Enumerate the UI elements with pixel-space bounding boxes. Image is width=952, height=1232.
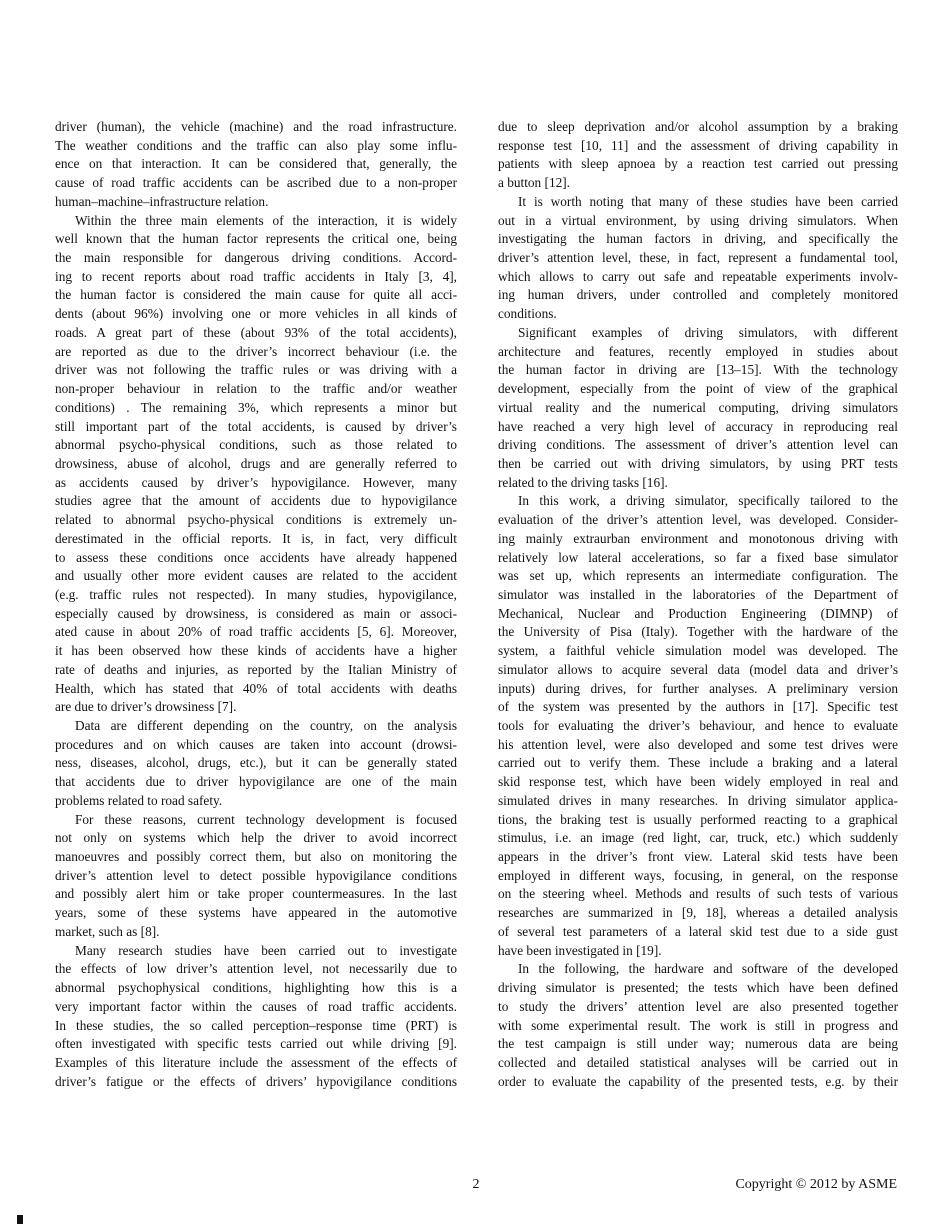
text-line: carried out to verify them. These include a braking and a lateral bbox=[498, 755, 898, 771]
text-line: out in a virtual environment, by using driving simulators. When bbox=[498, 212, 898, 228]
text-line: of several test parameters of a lateral skid test due to a side gust bbox=[498, 923, 898, 939]
text-line: The weather conditions and the traffic can also play some influ- bbox=[55, 137, 457, 153]
text-line: Within the three main elements of the interaction, it is widely bbox=[75, 212, 457, 228]
text-line: appears in the driver’s front view. Lateral skid tests have been bbox=[498, 849, 898, 865]
text-line: inputs) during drives, for further analyses. A preliminary version bbox=[498, 680, 898, 696]
text-line: his attention level, were also developed and some test drives were bbox=[498, 736, 898, 752]
text-line: to assess these conditions once accidents have already happened bbox=[55, 549, 457, 565]
text-line: the University of Pisa (Italy). Together with the hardware of the bbox=[498, 624, 898, 640]
text-line: the human factor in driving are [13–15]. With the technology bbox=[498, 362, 898, 378]
text-line: roads. A great part of these (about 93% of the total accidents), bbox=[55, 324, 457, 340]
text-line: not only on systems which help the driver to avoid incorrect bbox=[55, 830, 457, 846]
text-line: procedures and on which causes are taken into account (drowsi- bbox=[55, 736, 457, 752]
text-line: dents (about 96%) involving one or more vehicles in all kinds of bbox=[55, 306, 457, 322]
text-line: are due to driver’s drowsiness [7]. bbox=[55, 699, 237, 715]
text-line: virtual reality and the numerical computing, driving simulators bbox=[498, 399, 898, 415]
text-line: employed in different ways, focusing, in general, on the response bbox=[498, 867, 898, 883]
text-line: the effects of low driver’s attention level, not necessarily due to bbox=[55, 961, 457, 977]
text-line: skid response test, which have been widely employed in real and bbox=[498, 774, 898, 790]
text-line: collected and detailed statistical analyses will be carried out in bbox=[498, 1054, 898, 1070]
right-column bbox=[498, 118, 898, 1091]
text-line: manoeuvres and possibly correct them, but also on monitoring the bbox=[55, 849, 457, 865]
text-line: relatively low lateral accelerations, so far a fixed base simulator bbox=[498, 549, 898, 565]
text-line: driver was not following the traffic rules or was driving with a bbox=[55, 362, 457, 378]
text-line: well known that the human factor represents the critical one, being bbox=[55, 231, 457, 247]
text-line: driver (human), the vehicle (machine) and the road infrastructure. bbox=[55, 119, 457, 134]
paragraph bbox=[55, 212, 457, 717]
paragraph bbox=[55, 942, 457, 1092]
text-line: driver’s attention level, these, in fact, represent a fundamental tool, bbox=[498, 250, 898, 266]
text-line: as accidents caused by driver’s hypovigilance. However, many bbox=[55, 474, 457, 490]
text-line: conditions) . The remaining 3%, which represents a minor but bbox=[55, 399, 457, 415]
text-line: ence on that interaction. It can be considered that, generally, the bbox=[55, 156, 457, 172]
copyright-notice: Copyright © 2012 by ASME bbox=[735, 1177, 897, 1192]
text-line: problems related to road safety. bbox=[55, 792, 223, 808]
text-line: abnormal psychophysical conditions, highlighting how this is a bbox=[55, 980, 457, 996]
paragraph bbox=[498, 960, 898, 1091]
text-line: In this work, a driving simulator, specifically tailored to the bbox=[518, 493, 898, 509]
text-line: simulator was installed in the laboratories of the Department of bbox=[498, 586, 898, 602]
text-line: abnormal psycho-physical conditions, such as those related to bbox=[55, 437, 457, 453]
text-line: still important part of the total accidents, is caused by driver’s bbox=[55, 418, 457, 434]
text-line: due to sleep deprivation and/or alcohol assumption by a braking bbox=[498, 119, 898, 134]
text-line: on the steering wheel. Methods and results of such tests of various bbox=[498, 886, 898, 902]
text-line: order to evaluate the capability of the presented tests, e.g. by their bbox=[498, 1073, 898, 1089]
text-line: researches are summarized in [9, 18], whereas a detailed analysis bbox=[498, 905, 898, 921]
paragraph bbox=[498, 118, 898, 193]
text-line: response test [10, 11] and the assessment of driving capability in bbox=[498, 137, 898, 153]
text-line: and possibly alert him or take proper countermeasures. In the last bbox=[55, 886, 457, 902]
text-line: then be carried out with driving simulators, by using PRT tests bbox=[498, 455, 898, 471]
text-line: system, a faithful vehicle simulation model was developed. The bbox=[498, 643, 898, 659]
text-line: Health, which has stated that 40% of total accidents with deaths bbox=[55, 680, 457, 696]
text-line: tions, the braking test is usually performed reacting to a graphical bbox=[498, 811, 898, 827]
text-line: investigating the human factors in driving, and specifically the bbox=[498, 231, 898, 247]
text-line: and usually other more evident causes are related to the accident bbox=[55, 568, 457, 584]
text-line: drowsiness, abuse of alcohol, drugs and are generally referred to bbox=[55, 455, 457, 471]
text-line: driver’s attention level to detect possible hypovigilance conditions bbox=[55, 867, 457, 883]
text-line: derestimated in the official reports. It is, in fact, very difficult bbox=[55, 530, 457, 546]
text-line: are reported as due to the driver’s incorrect behaviour (i.e. the bbox=[55, 343, 457, 359]
text-line: driver’s fatigue or the effects of drivers’ hypovigilance conditions bbox=[55, 1073, 457, 1089]
text-line: often investigated with specific tests carried out while driving [9]. bbox=[55, 1036, 457, 1052]
text-line: to study the drivers’ attention level are also presented together bbox=[498, 998, 898, 1014]
text-line: (e.g. traffic rules not respected). In many studies, hypovigilance, bbox=[55, 586, 457, 602]
text-line: ated cause in about 20% of road traffic accidents [5, 6]. Moreover, bbox=[55, 624, 457, 640]
text-line: In these studies, the so called perception–response time (PRT) is bbox=[55, 1017, 457, 1033]
text-line: For these reasons, current technology development is focused bbox=[75, 811, 457, 827]
text-line: rate of deaths and injuries, as reported by the Italian Ministry of bbox=[55, 661, 457, 677]
text-line: the main responsible for dangerous driving conditions. Accord- bbox=[55, 250, 457, 266]
text-line: ing to recent reports about road traffic accidents in Italy [3, 4], bbox=[55, 268, 457, 284]
text-line: non-proper behaviour in relation to the traffic and/or weather bbox=[55, 381, 457, 397]
paragraph bbox=[55, 118, 457, 212]
text-line: driving simulator is presented; the tests which have been defined bbox=[498, 980, 898, 996]
text-line: the test campaign is still under way; numerous data are being bbox=[498, 1036, 898, 1052]
text-line: simulator allows to acquire several data (model data and driver’s bbox=[498, 661, 898, 677]
text-line: the human factor is considered the main cause for quite all acci- bbox=[55, 287, 457, 303]
text-line: Significant examples of driving simulators, with different bbox=[518, 324, 898, 340]
text-line: related to abnormal psycho-physical conditions is extremely un- bbox=[55, 512, 457, 528]
text-line: tools for evaluating the driver’s behaviour, and hence to evaluate bbox=[498, 718, 898, 733]
text-line: patients with sleep apnoea by a reaction test carried out pressing bbox=[498, 156, 898, 172]
paragraph bbox=[498, 193, 898, 324]
text-line: In the following, the hardware and software of the developed bbox=[518, 961, 898, 977]
text-line: Examples of this literature include the assessment of the effects of bbox=[55, 1054, 457, 1070]
scan-mark bbox=[17, 1215, 23, 1224]
text-line: driving conditions. The assessment of driver’s attention level can bbox=[498, 437, 898, 453]
text-line: very important factor within the causes of road traffic accidents. bbox=[55, 998, 457, 1014]
text-line: Mechanical, Nuclear and Production Engineering (DIMNP) of bbox=[498, 605, 898, 621]
text-line: was set up, which represents an intermediate configuration. The bbox=[498, 568, 898, 584]
text-line: of the system was presented by the authors in [17]. Specific test bbox=[498, 699, 898, 715]
paragraph bbox=[498, 492, 898, 960]
text-line: market, such as [8]. bbox=[55, 923, 160, 939]
text-line: have been investigated in [19]. bbox=[498, 942, 662, 958]
text-line: a button [12]. bbox=[498, 175, 571, 191]
paragraph bbox=[55, 717, 457, 811]
text-line: ing human drivers, under controlled and completely monitored bbox=[498, 287, 898, 303]
text-line: ness, diseases, alcohol, drugs, etc.), but it can be generally stated bbox=[55, 755, 457, 771]
text-line: development, especially from the point of view of the graphical bbox=[498, 381, 898, 397]
text-line: cause of road traffic accidents can be ascribed due to a non-proper bbox=[55, 175, 457, 191]
text-line: ing mainly extraurban environment and monotonous driving with bbox=[498, 530, 898, 546]
text-line: related to the driving tasks [16]. bbox=[498, 474, 668, 490]
text-line: evaluation of the driver’s attention level, was developed. Consider- bbox=[498, 512, 898, 528]
text-line: Many research studies have been carried out to investigate bbox=[75, 942, 457, 958]
text-line: which allows to carry out safe and repeatable experiments involv- bbox=[498, 268, 898, 284]
text-line: It is worth noting that many of these studies have been carried bbox=[518, 193, 898, 209]
text-line: human–machine–infrastructure relation. bbox=[55, 193, 269, 209]
page-number: 2 bbox=[472, 1177, 480, 1192]
paragraph bbox=[498, 324, 898, 492]
text-line: simulated drives in many researches. In driving simulator applica- bbox=[498, 792, 898, 808]
text-line: that accidents due to driver hypovigilance are one of the main bbox=[55, 774, 457, 790]
paragraph bbox=[55, 811, 457, 942]
text-line: it has been observed how these kinds of accidents have a higher bbox=[55, 643, 457, 659]
text-line: stimulus, i.e. an image (red light, car, truck, etc.) which suddenly bbox=[498, 830, 898, 846]
text-line: studies agree that the amount of accidents due to hypovigilance bbox=[55, 493, 457, 509]
text-line: have reached a very high level of accuracy in reproducing real bbox=[498, 418, 898, 434]
text-line: conditions. bbox=[498, 306, 557, 322]
text-line: architecture and features, recently employed in studies about bbox=[498, 343, 898, 359]
left-column bbox=[55, 118, 457, 1091]
text-line: with some experimental result. The work is still in progress and bbox=[498, 1017, 898, 1033]
text-line: especially caused by drowsiness, is considered as main or associ- bbox=[55, 605, 457, 621]
text-line: Data are different depending on the country, on the analysis bbox=[75, 718, 457, 733]
text-line: years, some of these systems have appeared in the automotive bbox=[55, 905, 457, 921]
